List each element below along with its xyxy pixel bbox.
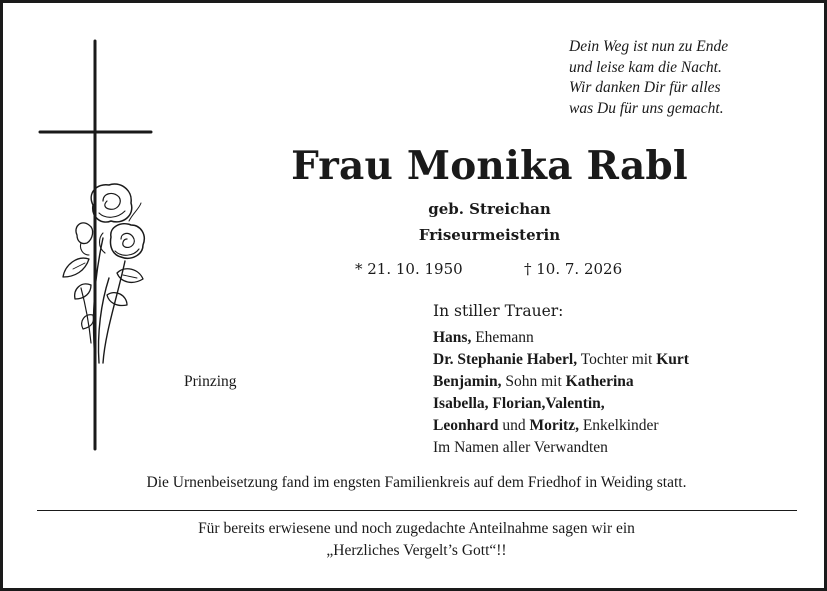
mourner-name: Dr. Stephanie Haberl, bbox=[433, 351, 578, 368]
poem-line: Dein Weg ist nun zu Ende bbox=[569, 38, 729, 55]
birth-date: * 21. 10. 1950 bbox=[355, 260, 463, 278]
mourner-relation: Tochter mit bbox=[577, 351, 657, 368]
thanks-line: Für bereits erwiesene und noch zugedachte Anteilnahme sagen wir ein bbox=[198, 520, 635, 537]
mourner-line bbox=[433, 349, 689, 371]
mourner-relation: Sohn mit bbox=[501, 373, 566, 390]
deceased-name: Frau Monika Rabl bbox=[291, 143, 688, 189]
mourner-line bbox=[433, 415, 689, 437]
mourner-name: Leonhard bbox=[433, 417, 499, 434]
death-date: † 10. 7. 2026 bbox=[524, 260, 623, 278]
funeral-note: Die Urnenbeisetzung fand im engsten Familienkreis auf dem Friedhof in Weiding statt. bbox=[146, 474, 687, 491]
mourner-name: Hans, bbox=[433, 329, 472, 346]
mourner-line: Im Namen aller Verwandten bbox=[433, 439, 608, 456]
poem-line: Wir danken Dir für alles bbox=[569, 79, 721, 96]
place-name: Prinzing bbox=[184, 373, 237, 390]
mourner-name: Benjamin, bbox=[433, 373, 502, 390]
cross-with-roses-icon bbox=[33, 33, 163, 458]
mourner-names: Isabella, Florian,Valentin, bbox=[433, 395, 605, 412]
profession: Friseurmeisterin bbox=[418, 226, 561, 244]
poem bbox=[569, 37, 819, 119]
poem-line: und leise kam die Nacht. bbox=[569, 58, 722, 76]
divider bbox=[37, 510, 797, 511]
maiden-name: geb. Streichan bbox=[428, 200, 551, 218]
mourner-line bbox=[433, 393, 689, 415]
mourner-conjunction: und bbox=[498, 417, 530, 434]
mourner-line bbox=[433, 327, 689, 349]
mourner-partner: Kurt bbox=[656, 351, 689, 368]
mourner-name: Moritz, bbox=[529, 417, 579, 434]
mourners-list bbox=[433, 327, 689, 459]
mourner-partner: Katherina bbox=[565, 373, 634, 390]
poem-line: was Du für uns gemacht. bbox=[569, 99, 724, 117]
mourner-relation: Enkelkinder bbox=[578, 417, 659, 434]
mourning-heading: In stiller Trauer: bbox=[433, 302, 564, 320]
thanks-note bbox=[6, 518, 827, 562]
thanks-line: „Herzliches Vergelt’s Gott“!! bbox=[326, 542, 507, 559]
mourner-relation: Ehemann bbox=[471, 329, 534, 346]
mourner-line bbox=[433, 371, 689, 393]
